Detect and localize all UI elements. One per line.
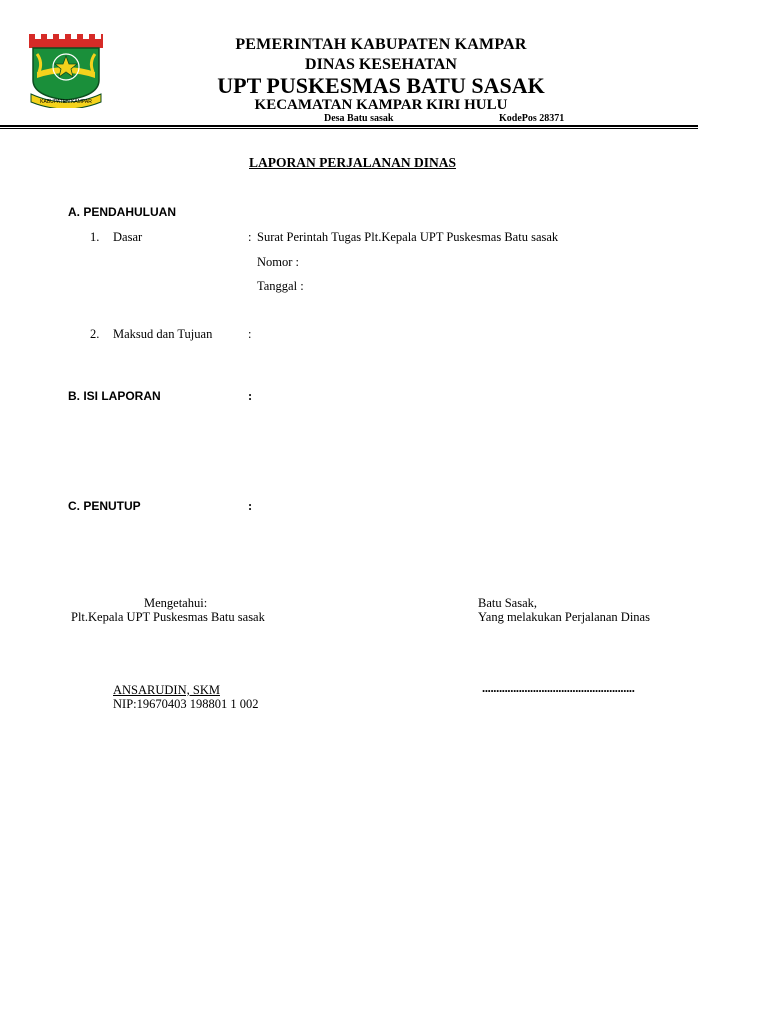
item1-label: Dasar [113, 230, 143, 244]
logo-caption: KABUPATEN KAMPAR [40, 99, 92, 105]
section-c-colon: : [248, 499, 253, 513]
section-a-heading: A. PENDAHULUAN [68, 205, 176, 219]
sign-left-acknowledged: Mengetahui: [144, 596, 208, 610]
section-b-heading: B. ISI LAPORAN [68, 389, 161, 403]
item1-tanggal: Tanggal : [257, 279, 304, 293]
kampar-regency-logo [27, 32, 105, 108]
letterhead-postcode: KodePos 28371 [499, 113, 565, 124]
letterhead-address: Desa Batu sasak [324, 113, 394, 124]
letterhead-department: DINAS KESEHATAN [305, 56, 457, 73]
sign-right-blank: ...................................................... [482, 681, 635, 695]
item2-label: Maksud dan Tujuan [113, 327, 213, 341]
item2-colon: : [248, 327, 252, 341]
letterhead-district: KECAMATAN KAMPAR KIRI HULU [254, 97, 508, 113]
letterhead-rule-thin [0, 128, 698, 129]
letterhead-institution: UPT PUSKESMAS BATU SASAK [217, 73, 545, 98]
sign-left-nip: NIP:19670403 198801 1 002 [113, 697, 259, 711]
section-c-heading: C. PENUTUP [68, 499, 141, 513]
item1-colon: : [248, 230, 252, 244]
item1-nomor: Nomor : [257, 255, 300, 269]
sign-right-position: Yang melakukan Perjalanan Dinas [478, 610, 650, 624]
item1-value: Surat Perintah Tugas Plt.Kepala UPT Puskesmas Batu sasak [257, 230, 559, 244]
item1-number: 1. [90, 230, 100, 244]
item2-number: 2. [90, 327, 100, 341]
section-b-colon: : [248, 389, 253, 403]
letterhead-rule-thick [0, 125, 698, 127]
sign-right-place: Batu Sasak, [478, 596, 538, 610]
sign-left-position: Plt.Kepala UPT Puskesmas Batu sasak [71, 610, 265, 624]
sign-left-name: ANSARUDIN, SKM [113, 683, 220, 697]
letterhead-government: PEMERINTAH KABUPATEN KAMPAR [235, 36, 527, 53]
document-title: LAPORAN PERJALANAN DINAS [249, 155, 457, 170]
